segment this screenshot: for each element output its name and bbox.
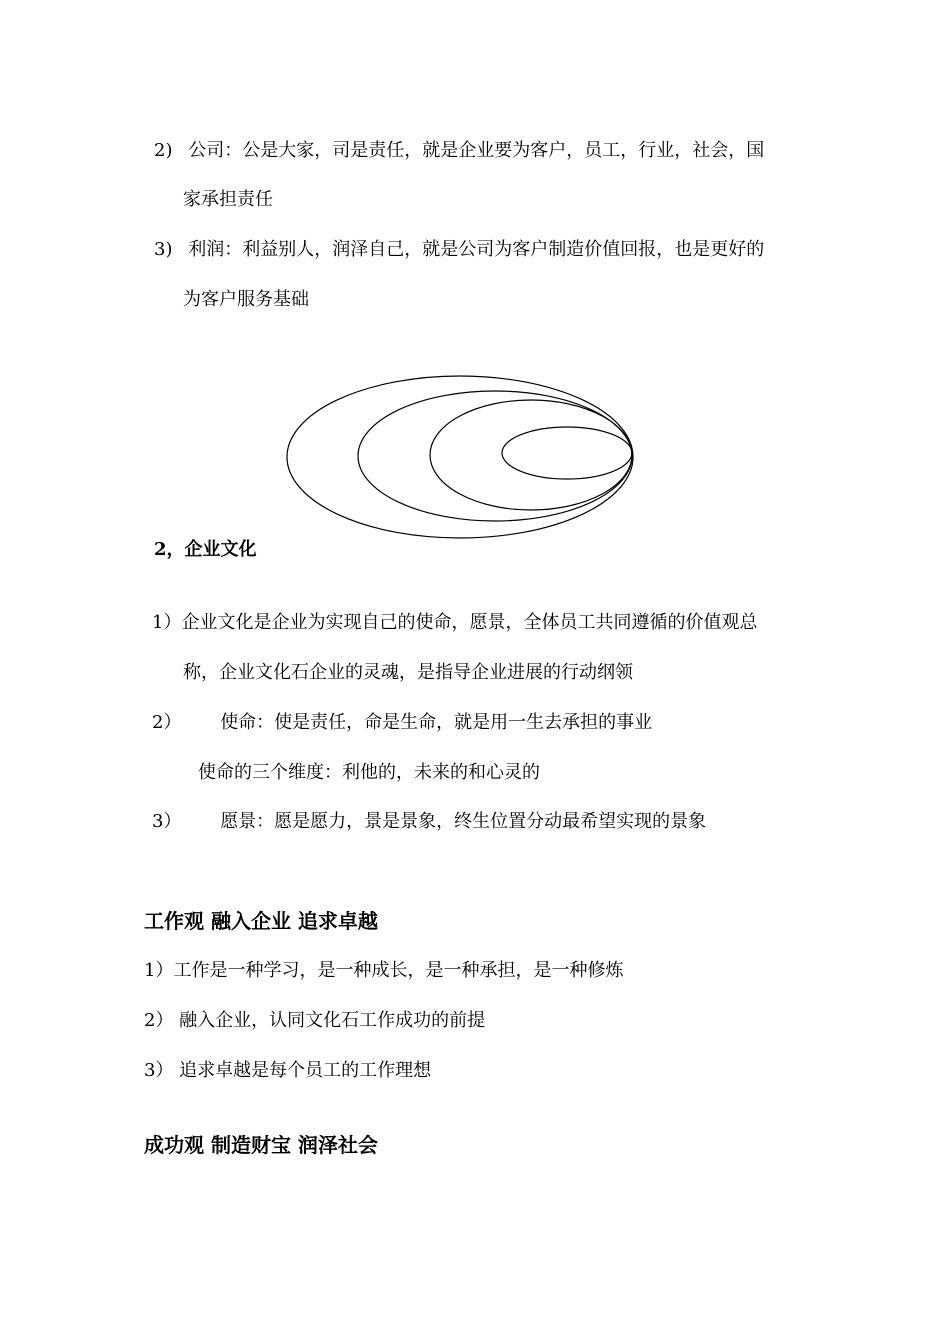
third-ellipse (430, 400, 632, 510)
list-item-culture-definition (152, 611, 757, 635)
item-text: 企业文化是企业为实现自己的使命，愿景，全体员工共同遵循的价值观总 (181, 612, 758, 633)
list-item-work-2: 2） 融入企业，认同文化石工作成功的前提 (144, 1010, 486, 1031)
list-item-work-1: 1）工作是一种学习，是一种成长，是一种承担，是一种修炼 (144, 960, 624, 981)
list-item-mission (152, 711, 652, 735)
list-item-work-3: 3） 追求卓越是每个员工的工作理想 (144, 1060, 432, 1081)
list-item-vision (152, 810, 706, 834)
inner-ellipse (502, 427, 632, 479)
item-number: 1） (152, 612, 182, 633)
item-number: 3) (154, 239, 173, 260)
section-heading-culture: 2，企业文化 (154, 539, 257, 560)
item-text: 使命：使是责任，命是生命，就是用一生去承担的事业 (220, 712, 653, 733)
item-text: 利润：利益别人，润泽自己，就是公司为客户制造价值回报，也是更好的 (188, 239, 765, 260)
item-number: 2) (154, 140, 173, 161)
outer-ellipse (287, 376, 633, 538)
section-heading-work-view: 工作观 融入企业 追求卓越 (144, 909, 378, 933)
mission-dimensions: 使命的三个维度：利他的，未来的和心灵的 (198, 762, 540, 783)
list-item-profit-continued: 为客户服务基础 (183, 289, 309, 310)
list-item-culture-definition-continued: 称，企业文化石企业的灵魂，是指导企业进展的行动纲领 (183, 662, 633, 683)
item-number: 2） (152, 712, 182, 733)
list-item-company-continued: 家承担责任 (183, 189, 273, 210)
item-number: 3） (152, 811, 182, 832)
item-text: 愿景：愿是愿力，景是景象，终生位置分动最希望实现的景象 (220, 811, 707, 832)
item-text: 公司：公是大家，司是责任，就是企业要为客户，员工，行业，社会，国 (188, 140, 765, 161)
section-heading-success-view: 成功观 制造财宝 润泽社会 (144, 1133, 378, 1157)
